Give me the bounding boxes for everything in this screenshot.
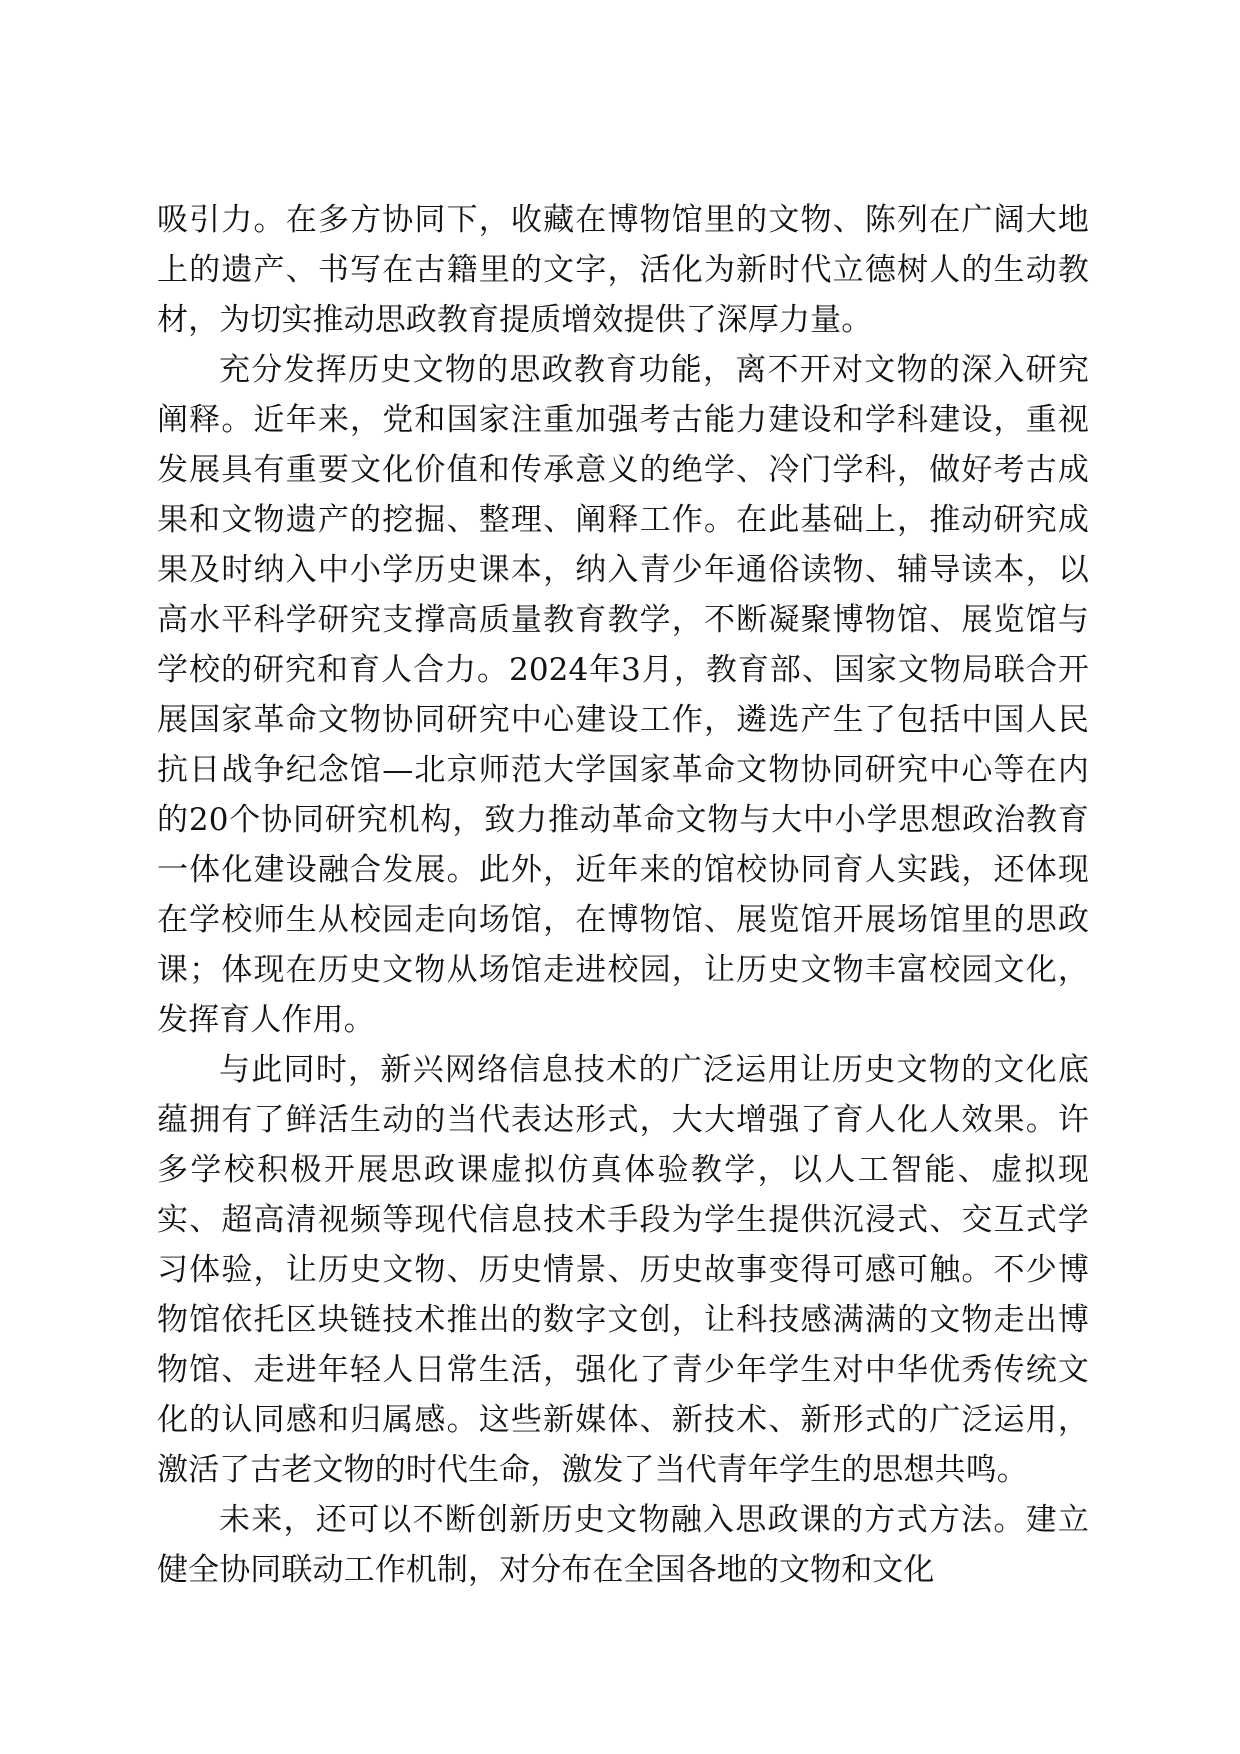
paragraph-4: 未来，还可以不断创新历史文物融入思政课的方式方法。建立健全协同联动工作机制，对分布在全国各地的文物和文化	[157, 1502, 1089, 1588]
article-body	[157, 195, 1089, 1595]
paragraph-2: 充分发挥历史文物的思政教育功能，离不开对文物的深入研究阐释。近年来，党和国家注重加强考古能力建设和学科建设，重视发展具有重要文化价值和传承意义的绝学、冷门学科，做好考古成果和文物遗产的挖掘、整理、阐释工作。在此基础上，推动研究成果及时纳入中小学历史课本，纳入青少年通俗读物、辅导读本，以高水平科学研究支撑高质量教育教学，不断凝聚博物馆、展览馆与学校的研究和育人合力。2024年3月，教育部、国家文物局联合开展国家革命文物协同研究中心建设工作，遴选产生了包括中国人民抗日战争纪念馆—北京师范大学国家革命文物协同研究中心等在内的20个协同研究机构，致力推动革命文物与大中小学思想政治教育一体化建设融合发展。此外，近年来的馆校协同育人实践，还体现在学校师生从校园走向场馆，在博物馆、展览馆开展场馆里的思政课；体现在历史文物从场馆走进校园，让历史文物丰富校园文化，发挥育人作用。	[157, 352, 1089, 1038]
paragraph-3: 与此同时，新兴网络信息技术的广泛运用让历史文物的文化底蕴拥有了鲜活生动的当代表达形式，大大增强了育人化人效果。许多学校积极开展思政课虚拟仿真体验教学，以人工智能、虚拟现实、超高清视频等现代信息技术手段为学生提供沉浸式、交互式学习体验，让历史文物、历史情景、历史故事变得可感可触。不少博物馆依托区块链技术推出的数字文创，让科技感满满的文物走出博物馆、走进年轻人日常生活，强化了青少年学生对中华优秀传统文化的认同感和归属感。这些新媒体、新技术、新形式的广泛运用，激活了古老文物的时代生命，激发了当代青年学生的思想共鸣。	[157, 1052, 1089, 1488]
paragraph-1: 吸引力。在多方协同下，收藏在博物馆里的文物、陈列在广阔大地上的遗产、书写在古籍里的文字，活化为新时代立德树人的生动教材，为切实推动思政教育提质增效提供了深厚力量。	[157, 202, 1089, 338]
